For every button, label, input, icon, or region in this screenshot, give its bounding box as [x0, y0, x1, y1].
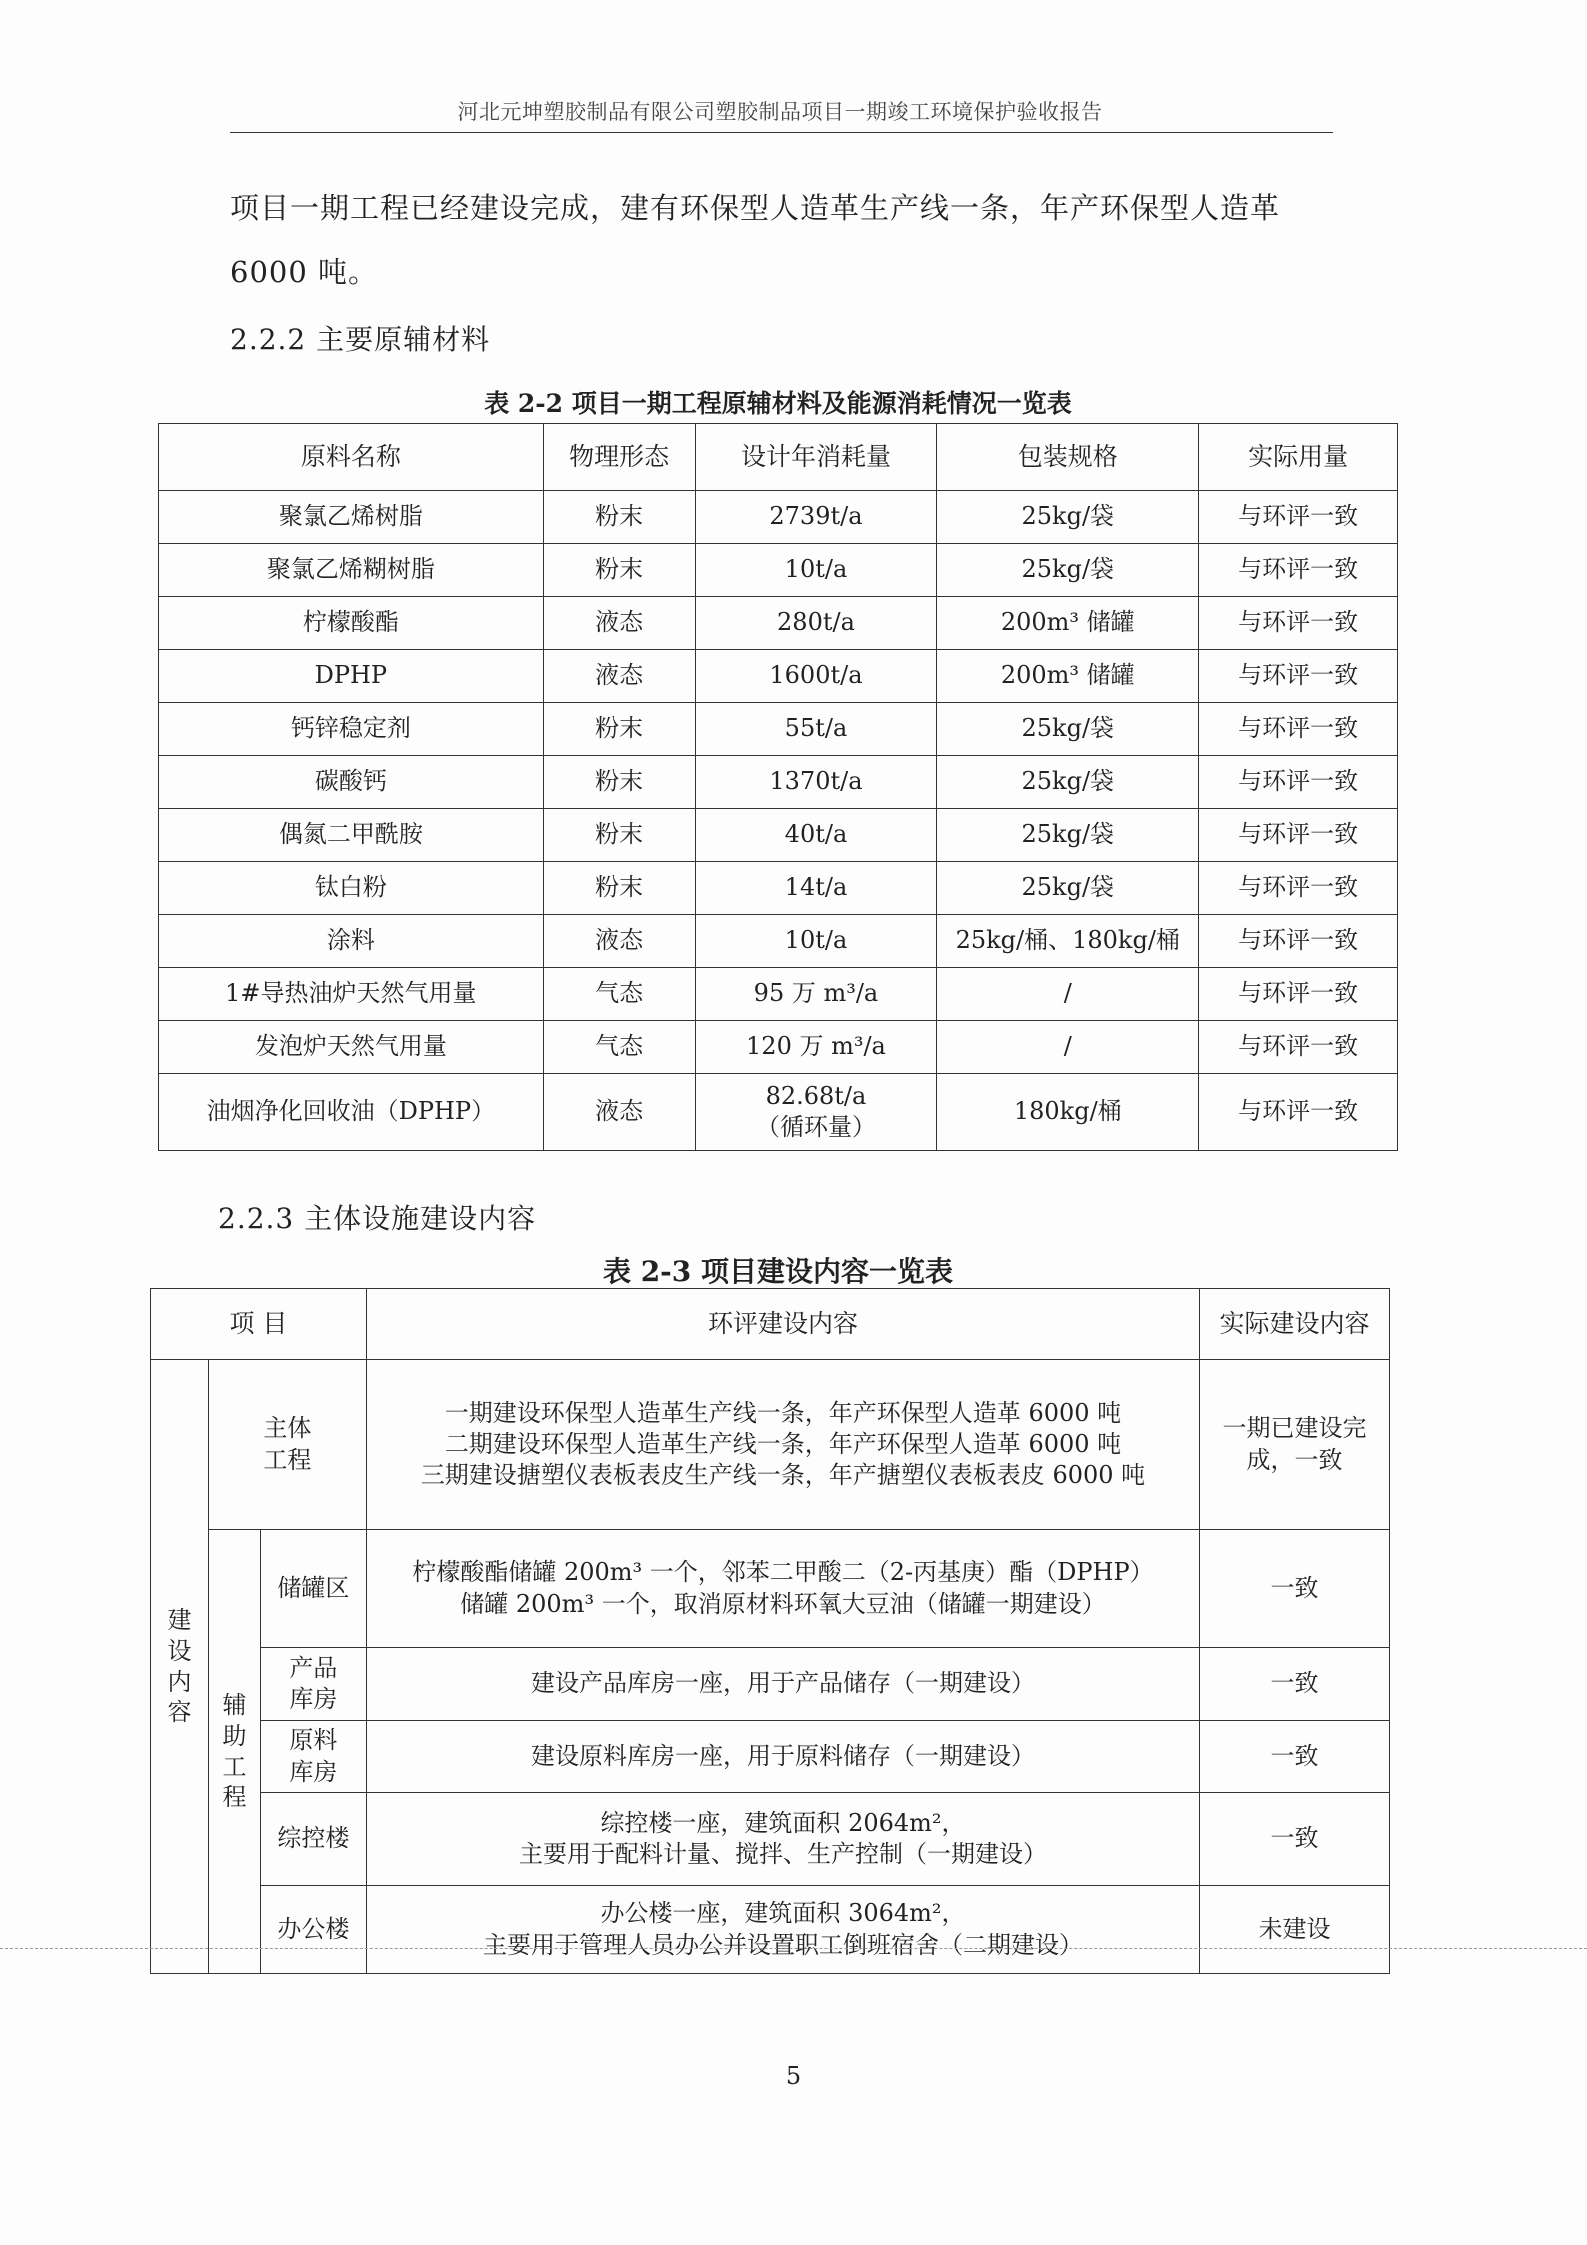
product-actual: 一致 [1200, 1648, 1390, 1721]
table-row [159, 809, 1398, 862]
material-name: 钛白粉 [159, 862, 544, 915]
raw-actual: 一致 [1200, 1721, 1390, 1793]
material-state: 液态 [543, 1074, 695, 1151]
material-name: DPHP [159, 650, 544, 703]
material-usage: 40t/a [695, 809, 937, 862]
main-actual: 一期已建设完 成，一致 [1200, 1360, 1390, 1530]
material-actual: 与环评一致 [1199, 703, 1398, 756]
usage-line-2: （循环量） [755, 1113, 876, 1141]
main-content: 一期建设环保型人造革生产线一条，年产环保型人造革 6000 吨 二期建设环保型人造革生产线一条，年产环保型人造革 6000 吨 三期建设搪塑仪表板表皮生产线一条，年产搪塑仪表板表皮 6000 吨 [366, 1360, 1199, 1530]
table-row [159, 703, 1398, 756]
material-pack: / [937, 968, 1199, 1021]
table-row-product [151, 1648, 1390, 1721]
table-row-raw [151, 1721, 1390, 1793]
material-pack: / [937, 1021, 1199, 1074]
table-row-tank [151, 1530, 1390, 1648]
page-number: 5 [785, 2062, 802, 2090]
header-cell: 实际用量 [1199, 424, 1398, 491]
material-name: 1#导热油炉天然气用量 [159, 968, 544, 1021]
page-header: 河北元坤塑胶制品有限公司塑胶制品项目一期竣工环境保护验收报告 [457, 100, 1103, 124]
header-cell: 设计年消耗量 [695, 424, 937, 491]
material-state: 液态 [543, 597, 695, 650]
row-label-raw: 原料 库房 [260, 1721, 366, 1793]
table-row [159, 650, 1398, 703]
material-usage: 95 万 m³/a [695, 968, 937, 1021]
control-content: 综控楼一座，建筑面积 2064m²， 主要用于配料计量、搅拌、生产控制（一期建设） [366, 1793, 1199, 1886]
table-header-row [151, 1289, 1390, 1360]
material-usage: 10t/a [695, 544, 937, 597]
material-name: 涂料 [159, 915, 544, 968]
material-pack: 25kg/袋 [937, 703, 1199, 756]
material-usage: 280t/a [695, 597, 937, 650]
section-heading-223: 2.2.3 主体设施建设内容 [218, 1202, 537, 1235]
table-row [159, 1074, 1398, 1151]
material-state: 粉末 [543, 703, 695, 756]
table-2-2-caption: 表 2-2 项目一期工程原辅材料及能源消耗情况一览表 [484, 389, 1072, 418]
office-content: 办公楼一座，建筑面积 3064m²， 主要用于管理人员办公并设置职工倒班宿舍（二期建设） [366, 1886, 1199, 1974]
table-row [159, 915, 1398, 968]
material-usage: 2739t/a [695, 491, 937, 544]
material-state: 液态 [543, 915, 695, 968]
table-row [159, 491, 1398, 544]
header-actual-content: 实际建设内容 [1200, 1289, 1390, 1360]
material-state: 气态 [543, 968, 695, 1021]
material-pack: 25kg/袋 [937, 809, 1199, 862]
header-env-content: 环评建设内容 [366, 1289, 1199, 1360]
material-state: 粉末 [543, 544, 695, 597]
raw-content: 建设原料库房一座，用于原料储存（一期建设） [366, 1721, 1199, 1793]
control-actual: 一致 [1200, 1793, 1390, 1886]
table-row-office [151, 1886, 1390, 1974]
table-row [159, 968, 1398, 1021]
material-state: 气态 [543, 1021, 695, 1074]
material-usage: 1370t/a [695, 756, 937, 809]
material-name: 柠檬酸酯 [159, 597, 544, 650]
material-name: 碳酸钙 [159, 756, 544, 809]
material-pack: 25kg/袋 [937, 491, 1199, 544]
material-pack: 25kg/袋 [937, 544, 1199, 597]
material-actual: 与环评一致 [1199, 809, 1398, 862]
material-actual: 与环评一致 [1199, 1021, 1398, 1074]
material-state: 粉末 [543, 756, 695, 809]
construction-content-table [150, 1288, 1390, 1974]
material-name: 油烟净化回收油（DPHP） [159, 1074, 544, 1151]
group-label-auxiliary: 辅 助 工 程 [208, 1530, 260, 1974]
header-cell: 物理形态 [543, 424, 695, 491]
materials-table [158, 423, 1398, 1151]
material-pack: 25kg/袋 [937, 862, 1199, 915]
row-label-tank: 储罐区 [260, 1530, 366, 1648]
material-actual: 与环评一致 [1199, 650, 1398, 703]
material-actual: 与环评一致 [1199, 862, 1398, 915]
material-state: 粉末 [543, 809, 695, 862]
material-name: 偶氮二甲酰胺 [159, 809, 544, 862]
table-row [159, 862, 1398, 915]
material-actual: 与环评一致 [1199, 915, 1398, 968]
material-state: 液态 [543, 650, 695, 703]
row-label-control: 综控楼 [260, 1793, 366, 1886]
header-cell: 原料名称 [159, 424, 544, 491]
material-usage: 14t/a [695, 862, 937, 915]
material-usage: 55t/a [695, 703, 937, 756]
material-actual: 与环评一致 [1199, 597, 1398, 650]
tank-content: 柠檬酸酯储罐 200m³ 一个，邻苯二甲酸二（2-丙基庚）酯（DPHP） 储罐 200m³ 一个，取消原材料环氧大豆油（储罐一期建设） [366, 1530, 1199, 1648]
table-row-control [151, 1793, 1390, 1886]
tank-actual: 一致 [1200, 1530, 1390, 1648]
material-usage: 120 万 m³/a [695, 1021, 937, 1074]
material-actual: 与环评一致 [1199, 544, 1398, 597]
table-row [159, 597, 1398, 650]
row-label-product: 产品 库房 [260, 1648, 366, 1721]
material-name: 聚氯乙烯糊树脂 [159, 544, 544, 597]
material-usage: 1600t/a [695, 650, 937, 703]
material-actual: 与环评一致 [1199, 756, 1398, 809]
table-2-3-caption: 表 2-3 项目建设内容一览表 [602, 1255, 954, 1288]
material-pack: 200m³ 储罐 [937, 650, 1199, 703]
material-pack: 25kg/桶、180kg/桶 [937, 915, 1199, 968]
material-name: 钙锌稳定剂 [159, 703, 544, 756]
header-cell: 包装规格 [937, 424, 1199, 491]
row-label-office: 办公楼 [260, 1886, 366, 1974]
material-usage: 10t/a [695, 915, 937, 968]
material-actual: 与环评一致 [1199, 968, 1398, 1021]
intro-line-2: 6000 吨。 [230, 255, 379, 289]
material-actual: 与环评一致 [1199, 1074, 1398, 1151]
material-pack: 180kg/桶 [937, 1074, 1199, 1151]
material-state: 粉末 [543, 862, 695, 915]
material-name: 发泡炉天然气用量 [159, 1021, 544, 1074]
material-name: 聚氯乙烯树脂 [159, 491, 544, 544]
row-label-main: 主体 工程 [208, 1360, 366, 1530]
section-heading-222: 2.2.2 主要原辅材料 [230, 323, 491, 356]
material-pack: 25kg/袋 [937, 756, 1199, 809]
intro-line-1: 项目一期工程已经建设完成，建有环保型人造革生产线一条，年产环保型人造革 [230, 191, 1281, 225]
table-row [159, 544, 1398, 597]
header-divider [230, 132, 1333, 133]
office-actual: 未建设 [1200, 1886, 1390, 1974]
group-label-construction: 建 设 内 容 [151, 1360, 209, 1974]
material-usage [695, 1074, 937, 1151]
table-row [159, 1021, 1398, 1074]
table-row-main [151, 1360, 1390, 1530]
scan-fold-line [0, 1948, 1587, 1949]
usage-line-1: 82.68t/a [765, 1081, 867, 1110]
material-pack: 200m³ 储罐 [937, 597, 1199, 650]
material-state: 粉末 [543, 491, 695, 544]
product-content: 建设产品库房一座，用于产品储存（一期建设） [366, 1648, 1199, 1721]
material-actual: 与环评一致 [1199, 491, 1398, 544]
table-header-row [159, 424, 1398, 491]
table-row [159, 756, 1398, 809]
header-item: 项 目 [151, 1289, 367, 1360]
